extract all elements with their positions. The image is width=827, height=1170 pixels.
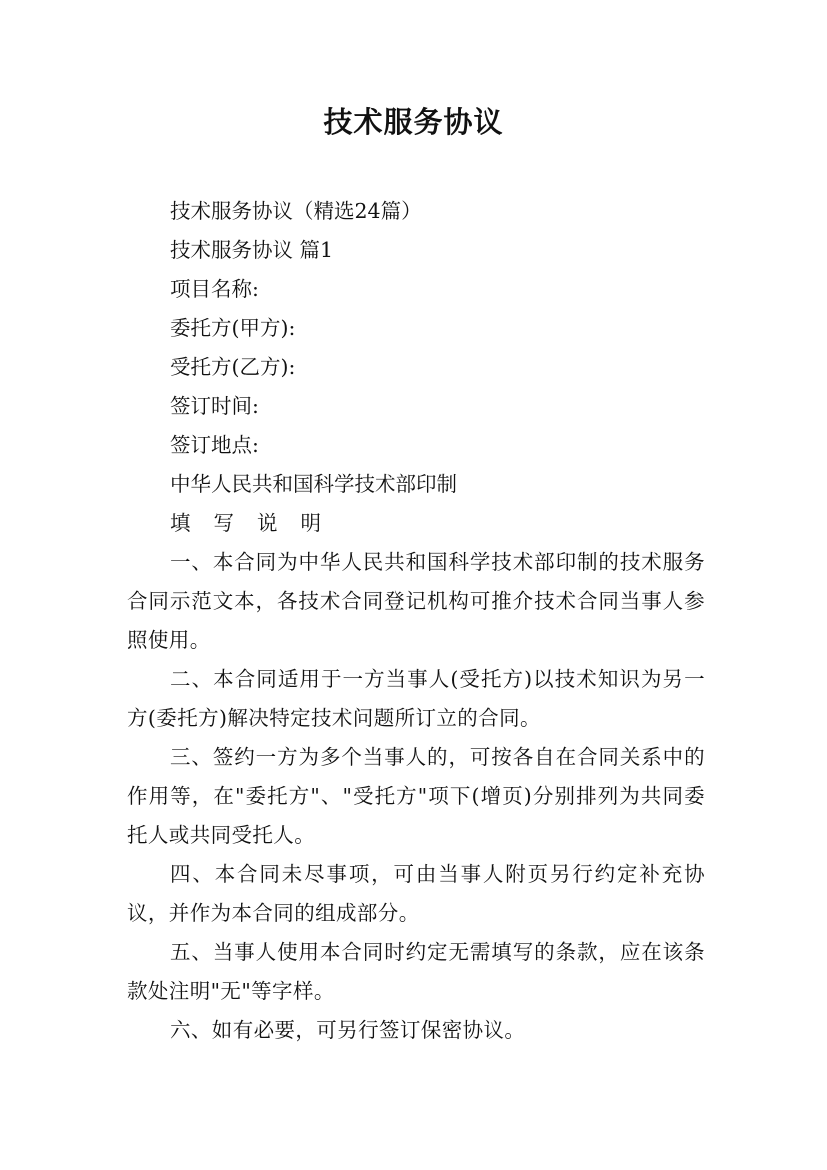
instruction-paragraph: 三、签约一方为多个当事人的，可按各自在合同关系中的作用等，在"委托方"、"受托方"项下(增页)分别排列为共同委托人或共同受托人。 bbox=[127, 745, 705, 847]
field-client: 委托方(甲方): bbox=[170, 316, 296, 340]
field-project-name: 项目名称: bbox=[170, 277, 259, 301]
document-subtitle: 技术服务协议（精选24篇） bbox=[170, 199, 422, 223]
field-sign-date: 签订时间: bbox=[170, 394, 259, 418]
instruction-paragraph: 二、本合同适用于一方当事人(受托方)以技术知识为另一方(委托方)解决特定技术问题所订立的合同。 bbox=[127, 667, 705, 730]
instruction-paragraph: 六、如有必要，可另行签订保密协议。 bbox=[170, 1018, 526, 1042]
instruction-paragraph: 一、本合同为中华人民共和国科学技术部印制的技术服务合同示范文本，各技术合同登记机构可推介技术合同当事人参照使用。 bbox=[127, 550, 705, 652]
issuer-line: 中华人民共和国科学技术部印制 bbox=[170, 472, 457, 496]
field-sign-place: 签订地点: bbox=[170, 433, 259, 457]
instructions-heading: 填写说明 bbox=[170, 511, 344, 535]
instruction-paragraph: 五、当事人使用本合同时约定无需填写的条款，应在该条款处注明"无"等字样。 bbox=[127, 940, 705, 1003]
section-heading: 技术服务协议 篇1 bbox=[170, 238, 334, 262]
document-body bbox=[127, 192, 705, 1050]
instruction-paragraph: 四、本合同未尽事项，可由当事人附页另行约定补充协议，并作为本合同的组成部分。 bbox=[127, 862, 705, 925]
document-title: 技术服务协议 bbox=[323, 105, 504, 139]
field-contractor: 受托方(乙方): bbox=[170, 355, 296, 379]
